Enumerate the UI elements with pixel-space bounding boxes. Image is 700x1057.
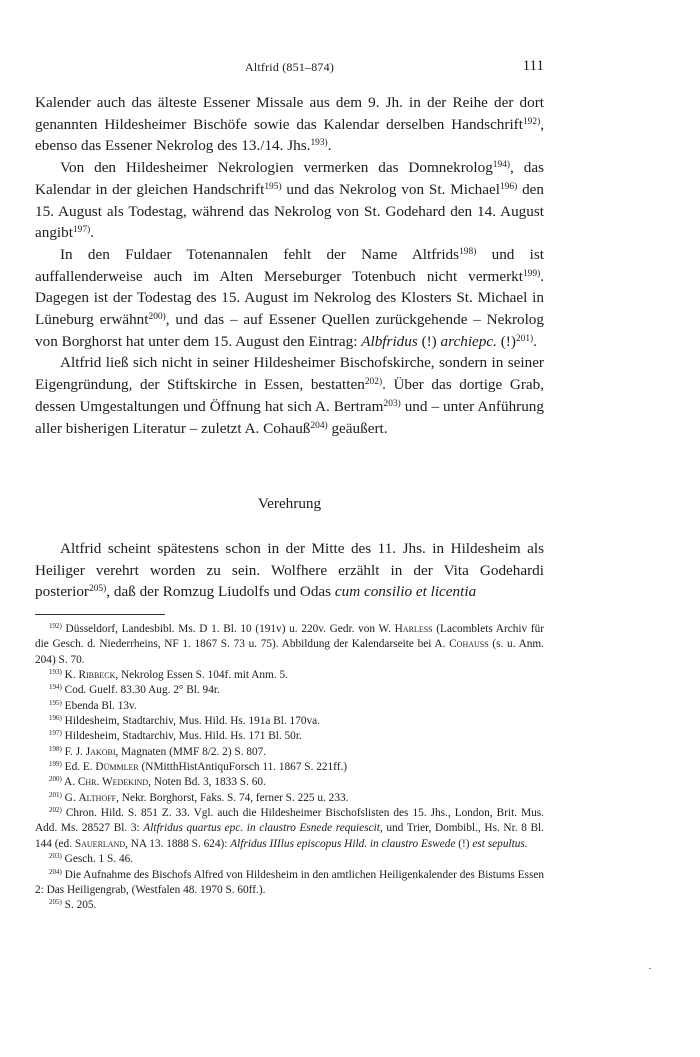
footnote-marker: 201) [515,333,534,344]
author-name: Sauerland [74,837,126,850]
italic-text: Altfridus quartus epc. in claustro Esnede requiescit, [143,822,383,835]
footnote [35,683,544,698]
footnote-marker: 203) [383,398,401,409]
paragraph [35,92,544,157]
scan-speck [649,968,651,969]
footnote [35,806,544,852]
text-run: , NA 13. 1888 S. 624): [125,837,231,850]
text-run: und – unter Anführung aller bisherigen Literatur – zuletzt A. Cohauß [35,397,544,437]
text-run: Düsseldorf, Landesbibl. Ms. D 1. Bl. 10 (191v) u. 220v. Gedr. von W. [65,623,395,635]
text-run: (!) [496,332,516,350]
paragraph [35,538,544,603]
text-run: . [533,332,537,350]
text-run: K. [64,669,79,682]
footnote [35,791,544,806]
page-number: 111 [522,58,544,74]
text-run: Hildesheim, Stadtarchiv, Mus. Hild. Hs. 191a Bl. 170va. [64,715,320,728]
text-run: Altfrid ließ sich nicht in seiner Hildesheimer Bischofskirche, sondern in seiner Eigengründung, der Stiftskirche in Essen, bestatten [35,354,544,394]
footnote-number: 195) [49,698,62,707]
footnote [35,622,544,668]
author-name: Cohauss [449,638,489,651]
footnote-number: 202) [49,806,62,815]
footnote [35,729,544,744]
footnote-number: 197) [49,729,62,738]
footnote-rule [35,614,165,615]
text-run: und Trier, Dombibl., Hs. Nr. 8 Bl. 144 (ed. [35,822,544,850]
italic-text: Alfridus IIIlus episcopus Hild. in claustro Eswede [230,837,456,850]
text-run: Cod. Guelf. 83.30 Aug. 2° Bl. 94r. [64,684,220,697]
footnote-number: 196) [49,714,62,723]
running-head [35,58,544,78]
text-run: Kalender auch das älteste Essener Missale aus dem 9. Jh. in der Reihe der dort genannten Hildesheimer Bischöfe sowie das Kalendar derselben Handschrift [35,94,544,133]
author-name: Jakobi [85,745,116,758]
author-name: Harless [394,623,433,635]
footnote-marker: 199) [522,268,541,279]
text-run: , daß der Romzug Liudolfs und Odas [106,583,335,601]
text-run: . [90,224,95,242]
body-text-continued [35,538,544,603]
text-run: Altfrid scheint spätestens schon in der Mitte des 11. Jhs. in Hildesheim als Heiliger verehrt worden zu sein. Wolfhere erzählt in der Vita Godehardi posterior [35,540,544,601]
text-run: (!) [417,332,441,350]
footnote-number: 193) [49,668,62,677]
footnote-number: 201) [49,790,62,799]
text-run: den 15. August als Todestag, während das Nekrolog von St. Godehard den 14. August angibt [35,180,544,242]
text-run: . [327,137,332,155]
text-run: , Noten Bd. 3, 1833 S. 60. [148,776,266,789]
footnotes [35,622,544,914]
text-run: Ed. E. [64,761,96,774]
body-text [35,92,544,439]
text-run: , Magnaten (MMF 8/2. 2) S. 807. [115,745,267,758]
text-run: (NMitthHistAntiquForsch 11. 1867 S. 221ff.) [138,761,348,774]
text-run: , und das – auf Essener Quellen zurückgehende – Nekrolog von Borghorst hat unter dem 15. August den Eintrag: [35,311,544,350]
text-run: Ebenda Bl. 13v. [64,699,137,712]
text-run: A. [64,776,78,789]
footnote-marker: 195) [264,181,282,192]
paragraph [35,244,544,353]
text-run: und ist auffallenderweise auch im Alten Merseburger Totenbuch nicht vermerkt [35,245,544,285]
footnote-number: 204) [49,867,62,876]
text-run: S. 205. [64,899,97,912]
footnote-marker: 198) [459,246,477,257]
text-run: G. [64,791,79,804]
author-name: Chr. Wedekind [77,776,149,789]
footnote [35,898,544,913]
footnote [35,668,544,683]
paragraph [35,157,544,244]
text-run: (!) [455,837,473,850]
footnote-marker: 200) [148,311,166,322]
text-run: Die Aufnahme des Bischofs Alfred von Hildesheim in den amtlichen Heiligenkalender des Bistums Essen 2: Das Heiligengrab, (Westfalen 48. 1970 S. 60ff.). [35,868,544,896]
footnote-marker: 196) [499,181,518,192]
text-run: (Lacomblets Archiv für die Gesch. d. Niederrheins, NF 1. 1867 S. 73 u. 75). Abbildung der Kalendarseite bei A. [35,623,545,651]
footnote [35,760,544,775]
footnote-marker: 202) [364,376,383,387]
italic-text: archiepc. [440,332,497,350]
text-run: geäußert. [327,419,388,437]
footnote [35,852,544,867]
text-run: Hildesheim, Stadtarchiv, Mus. Hild. Hs. 171 Bl. 50r. [64,730,302,743]
text-run: (s. u. Anm. 204) S. 70. [35,638,544,666]
footnote-number: 203) [49,852,62,861]
footnote-marker: 194) [492,159,511,170]
footnote [35,714,544,729]
text-run: Chron. Hild. S. 851 Z. 33. Vgl. auch die Hildesheimer Bischofslisten des 15. Jhs., London, Brit. Mus. Add. Ms. 28527 Bl. 3: [35,807,544,835]
italic-text: Albfridus [361,332,418,350]
section-heading: Verehrung [257,495,322,512]
paragraph [35,352,544,439]
text-run: , ebenso das Essener Nekrolog des 13./14. Jhs. [35,115,544,155]
author-name: Dümmler [95,761,139,774]
author-name: Althoff [78,791,117,804]
italic-text: cum consilio et licentia [334,583,477,601]
footnote-marker: 205) [89,584,107,595]
footnote-number: 199) [49,760,62,769]
footnote [35,699,544,714]
author-name: Ribbeck [78,669,116,682]
italic-text: est sepultus. [472,837,528,850]
text-run: und das Nekrolog von St. Michael [281,180,500,198]
text-run: Von den Hildesheimer Nekrologien vermerken das Domnekrolog [60,159,493,177]
footnote-number: 205) [49,898,62,907]
text-run: F. J. [64,745,86,758]
footnote [35,868,544,899]
footnote-number: 198) [49,744,62,753]
footnote-marker: 204) [310,420,328,431]
footnote-marker: 192) [522,116,541,127]
text-run: . Über das dortige Grab, dessen Umgestaltungen und Öffnung hat sich A. Bertram [35,376,545,415]
footnote-number: 194) [49,683,62,692]
text-run: In den Fuldaer Totenannalen fehlt der Name Altfrids [60,245,460,263]
footnote [35,745,544,760]
text-run: , das Kalendar in der gleichen Handschrift [35,159,544,198]
text-run: Gesch. 1 S. 46. [64,853,134,866]
footnote-marker: 197) [72,225,91,236]
footnote-marker: 193) [310,138,328,149]
footnote-number: 192) [49,622,62,631]
footnote-number: 200) [49,775,62,784]
text-run: . Dagegen ist der Todestag des 15. August im Nekrolog des Klosters St. Michael in Lüneburg erwähnt [35,267,544,329]
running-title: Altfrid (851–874) [244,60,335,74]
text-run: , Nekrolog Essen S. 104f. mit Anm. 5. [115,669,288,682]
text-run: , Nekr. Borghorst, Faks. S. 74, ferner S. 225 u. 233. [116,791,349,804]
footnote [35,775,544,790]
